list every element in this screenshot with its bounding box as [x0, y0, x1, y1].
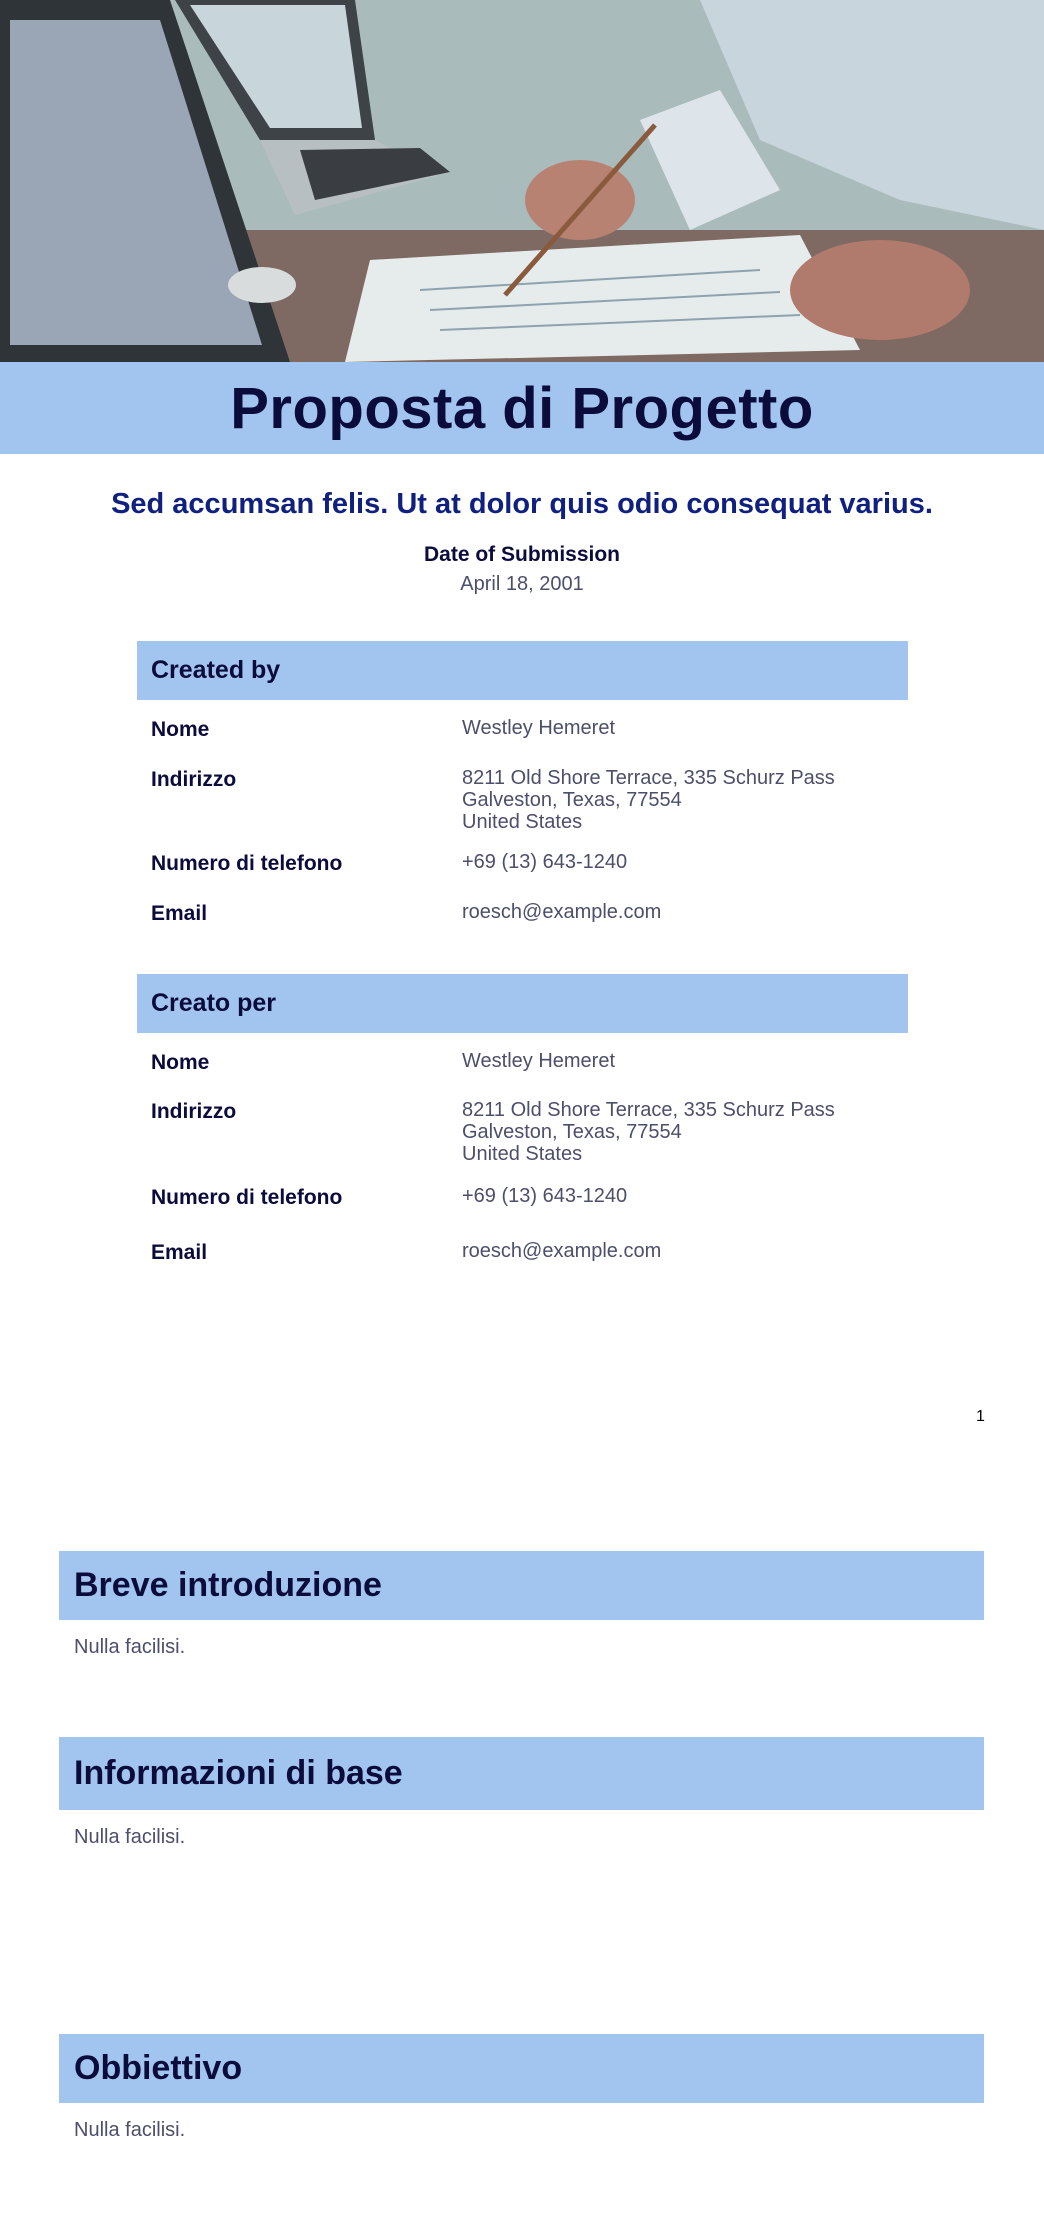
- section-body-introduction: Nulla facilisi.: [74, 1636, 186, 1658]
- date-of-submission-label: Date of Submission: [423, 543, 621, 566]
- section-body-objective: Nulla facilisi.: [74, 2119, 186, 2141]
- address-line: 8211 Old Shore Terrace, 335 Schurz Pass: [462, 767, 835, 789]
- name-label: Nome: [151, 718, 210, 741]
- date-of-submission-value: April 18, 2001: [460, 573, 584, 595]
- address-label: Indirizzo: [151, 1100, 237, 1123]
- address-line: Galveston, Texas, 77554: [462, 1121, 682, 1143]
- document-subtitle: Sed accumsan felis. Ut at dolor quis odio consequat varius.: [111, 488, 933, 520]
- created-by-section: [137, 641, 908, 925]
- title-banner: [0, 362, 1044, 454]
- section-heading-objective: Obbiettivo: [59, 2034, 984, 2103]
- address-value: [462, 1099, 902, 1165]
- created-for-section: [137, 974, 908, 1264]
- address-value: [462, 767, 902, 833]
- hero-photo-illustration: [0, 0, 1044, 362]
- hero-image: [0, 0, 1044, 362]
- section-heading-background: Informazioni di base: [59, 1737, 984, 1810]
- created-for-heading: Creato per: [137, 974, 908, 1033]
- page-number: 1: [976, 1408, 985, 1425]
- email-value: roesch@example.com: [462, 901, 662, 923]
- document-title: Proposta di Progetto: [230, 375, 814, 441]
- name-label: Nome: [151, 1051, 210, 1074]
- email-label: Email: [151, 1241, 208, 1264]
- phone-value: +69 (13) 643-1240: [462, 1185, 628, 1207]
- phone-label: Numero di telefono: [151, 852, 343, 875]
- phone-value: +69 (13) 643-1240: [462, 851, 628, 873]
- section-body-background: Nulla facilisi.: [74, 1826, 186, 1848]
- address-line: United States: [462, 811, 583, 833]
- email-value: roesch@example.com: [462, 1240, 662, 1262]
- address-line: United States: [462, 1143, 583, 1165]
- email-label: Email: [151, 902, 208, 925]
- address-line: Galveston, Texas, 77554: [462, 789, 682, 811]
- address-label: Indirizzo: [151, 768, 237, 791]
- section-heading-introduction: Breve introduzione: [59, 1551, 984, 1620]
- address-line: 8211 Old Shore Terrace, 335 Schurz Pass: [462, 1099, 835, 1121]
- phone-label: Numero di telefono: [151, 1186, 343, 1209]
- name-value: Westley Hemeret: [462, 1050, 616, 1072]
- name-value: Westley Hemeret: [462, 717, 616, 739]
- created-by-heading: Created by: [137, 641, 908, 700]
